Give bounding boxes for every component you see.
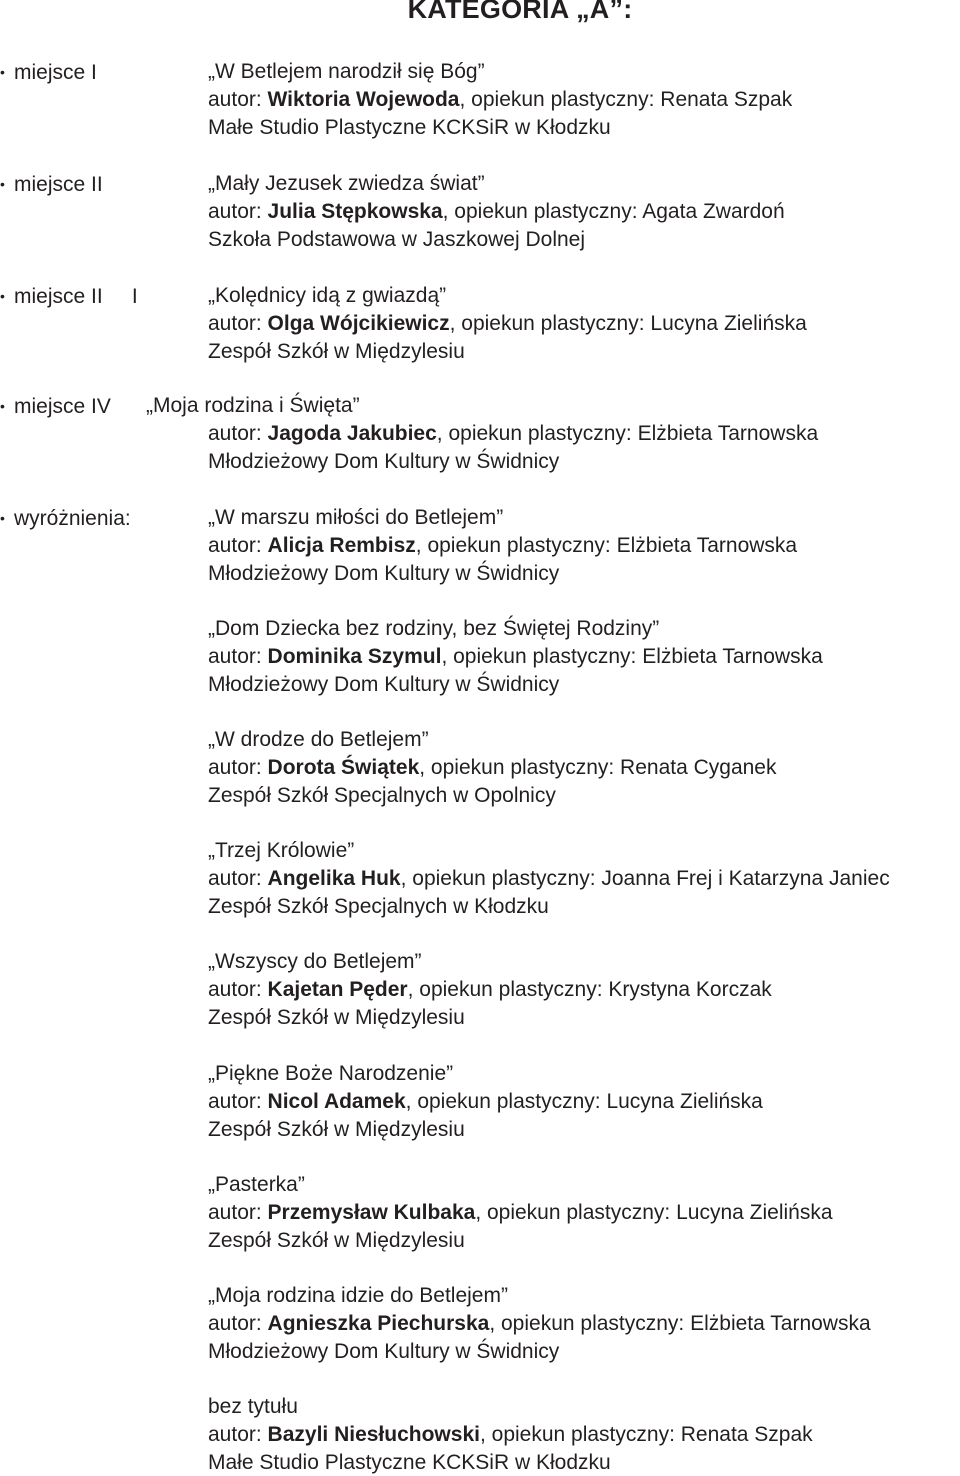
entry-author-line bbox=[208, 87, 792, 113]
author-name: Alicja Rembisz bbox=[267, 534, 416, 557]
guardian-name: Joanna Frej i Katarzyna Janiec bbox=[601, 867, 890, 890]
entry-title: „W drodze do Betlejem” bbox=[208, 728, 429, 751]
author-name: Jagoda Jakubiec bbox=[267, 422, 437, 445]
bullet-icon: • bbox=[0, 288, 5, 304]
entry-author-line bbox=[208, 977, 772, 1003]
bullet-icon: • bbox=[0, 398, 5, 414]
entry-author-line bbox=[208, 311, 807, 337]
entry-school: Małe Studio Plastyczne KCKSiR w Kłodzku bbox=[208, 1451, 611, 1474]
guardian-name: Lucyna Zielińska bbox=[606, 1090, 763, 1113]
bullet-icon: • bbox=[0, 64, 5, 80]
guardian-prefix: , opiekun plastyczny: bbox=[479, 1423, 675, 1446]
entry-title: „Kolędnicy idą z gwiazdą” bbox=[208, 284, 447, 307]
bullet-icon: • bbox=[0, 176, 5, 192]
entry-school: Zespół Szkół w Międzylesiu bbox=[208, 1006, 465, 1029]
autor-prefix: autor: bbox=[208, 88, 262, 111]
guardian-prefix: , opiekun plastyczny: bbox=[449, 312, 645, 335]
section-label bbox=[0, 283, 138, 310]
autor-prefix: autor: bbox=[208, 1312, 262, 1335]
entry-school: Szkoła Podstawowa w Jaszkowej Dolnej bbox=[208, 228, 586, 251]
entry-author-line bbox=[208, 1200, 833, 1226]
entry-author-line bbox=[208, 644, 823, 670]
entry-school: Młodzieżowy Dom Kultury w Świdnicy bbox=[208, 450, 560, 473]
author-name: Angelika Huk bbox=[267, 867, 401, 890]
autor-prefix: autor: bbox=[208, 978, 262, 1001]
guardian-name: Elżbieta Tarnowska bbox=[690, 1312, 871, 1335]
autor-prefix: autor: bbox=[208, 867, 262, 890]
entry-author-line bbox=[208, 755, 776, 781]
entry-author-line bbox=[208, 1311, 871, 1337]
entry-author-line bbox=[208, 1422, 813, 1448]
guardian-name: Renata Szpak bbox=[680, 1423, 813, 1446]
guardian-prefix: , opiekun plastyczny: bbox=[419, 756, 615, 779]
entry-author-line bbox=[208, 533, 797, 559]
author-name: Bazyli Niesłuchowski bbox=[267, 1423, 480, 1446]
entry-title: „W marszu miłości do Betlejem” bbox=[208, 506, 504, 529]
guardian-prefix: , opiekun plastyczny: bbox=[400, 867, 596, 890]
guardian-name: Lucyna Zielińska bbox=[650, 312, 807, 335]
guardian-prefix: , opiekun plastyczny: bbox=[405, 1090, 601, 1113]
guardian-name: Krystyna Korczak bbox=[608, 978, 772, 1001]
guardian-name: Elżbieta Tarnowska bbox=[642, 645, 823, 668]
guardian-prefix: , opiekun plastyczny: bbox=[407, 978, 603, 1001]
guardian-prefix: , opiekun plastyczny: bbox=[442, 200, 638, 223]
guardian-prefix: , opiekun plastyczny: bbox=[459, 88, 655, 111]
entry-school: Zespół Szkół w Międzylesiu bbox=[208, 1229, 465, 1252]
section-label bbox=[0, 505, 131, 532]
entry-title: „Wszyscy do Betlejem” bbox=[208, 950, 422, 973]
entry-title: „Pasterka” bbox=[208, 1173, 305, 1196]
autor-prefix: autor: bbox=[208, 422, 262, 445]
page-title: KATEGORIA „A”: bbox=[407, 0, 633, 24]
entry-author-line bbox=[208, 1089, 763, 1115]
entry-title: „Moja rodzina idzie do Betlejem” bbox=[208, 1284, 508, 1307]
autor-prefix: autor: bbox=[208, 200, 262, 223]
entry-author-line bbox=[208, 866, 890, 892]
section-label-text: miejsce II bbox=[14, 173, 103, 196]
section-label-text: miejsce I bbox=[14, 61, 97, 84]
section-label bbox=[0, 171, 103, 198]
author-name: Kajetan Pęder bbox=[267, 978, 408, 1001]
entry-title: „Moja rodzina i Święta” bbox=[146, 394, 360, 417]
author-name: Agnieszka Piechurska bbox=[267, 1312, 490, 1335]
autor-prefix: autor: bbox=[208, 645, 262, 668]
entry-author-line bbox=[208, 421, 818, 447]
autor-prefix: autor: bbox=[208, 1423, 262, 1446]
entry-title: „Trzej Królowie” bbox=[208, 839, 355, 862]
entry-school: Młodzieżowy Dom Kultury w Świdnicy bbox=[208, 562, 560, 585]
entry-school: Małe Studio Plastyczne KCKSiR w Kłodzku bbox=[208, 116, 611, 139]
guardian-name: Renata Cyganek bbox=[620, 756, 777, 779]
guardian-name: Lucyna Zielińska bbox=[676, 1201, 833, 1224]
author-name: Wiktoria Wojewoda bbox=[267, 88, 460, 111]
guardian-prefix: , opiekun plastyczny: bbox=[415, 534, 611, 557]
autor-prefix: autor: bbox=[208, 756, 262, 779]
guardian-prefix: , opiekun plastyczny: bbox=[475, 1201, 671, 1224]
entry-title: bez tytułu bbox=[208, 1395, 298, 1418]
section-label bbox=[0, 59, 97, 86]
author-name: Dominika Szymul bbox=[267, 645, 442, 668]
bullet-icon: • bbox=[0, 510, 5, 526]
guardian-prefix: , opiekun plastyczny: bbox=[441, 645, 637, 668]
autor-prefix: autor: bbox=[208, 534, 262, 557]
section-label-text: miejsce II I bbox=[14, 285, 138, 308]
section-label bbox=[0, 393, 111, 420]
guardian-prefix: , opiekun plastyczny: bbox=[436, 422, 632, 445]
entry-author-line bbox=[208, 199, 785, 225]
entry-school: Zespół Szkół w Międzylesiu bbox=[208, 340, 465, 363]
entry-school: Zespół Szkół Specjalnych w Kłodzku bbox=[208, 895, 549, 918]
autor-prefix: autor: bbox=[208, 312, 262, 335]
entry-title: „Dom Dziecka bez rodziny, bez Świętej Rodziny” bbox=[208, 617, 660, 640]
guardian-name: Agata Zwardoń bbox=[642, 200, 785, 223]
entry-title: „Mały Jezusek zwiedza świat” bbox=[208, 172, 485, 195]
author-name: Olga Wójcikiewicz bbox=[267, 312, 450, 335]
autor-prefix: autor: bbox=[208, 1090, 262, 1113]
entry-school: Zespół Szkół w Międzylesiu bbox=[208, 1118, 465, 1141]
entry-school: Młodzieżowy Dom Kultury w Świdnicy bbox=[208, 1340, 560, 1363]
author-name: Dorota Świątek bbox=[267, 756, 420, 779]
author-name: Julia Stępkowska bbox=[267, 200, 443, 223]
section-label-text: miejsce IV bbox=[14, 395, 111, 418]
author-name: Nicol Adamek bbox=[267, 1090, 406, 1113]
guardian-name: Elżbieta Tarnowska bbox=[616, 534, 798, 557]
guardian-name: Renata Szpak bbox=[660, 88, 793, 111]
entry-title: „Piękne Boże Narodzenie” bbox=[208, 1062, 454, 1085]
entry-school: Zespół Szkół Specjalnych w Opolnicy bbox=[208, 784, 556, 807]
guardian-prefix: , opiekun plastyczny: bbox=[489, 1312, 685, 1335]
section-label-text: wyróżnienia: bbox=[14, 507, 131, 530]
autor-prefix: autor: bbox=[208, 1201, 262, 1224]
guardian-name: Elżbieta Tarnowska bbox=[637, 422, 819, 445]
author-name: Przemysław Kulbaka bbox=[267, 1201, 476, 1224]
entry-school: Młodzieżowy Dom Kultury w Świdnicy bbox=[208, 673, 560, 696]
entry-title: „W Betlejem narodził się Bóg” bbox=[208, 60, 485, 83]
